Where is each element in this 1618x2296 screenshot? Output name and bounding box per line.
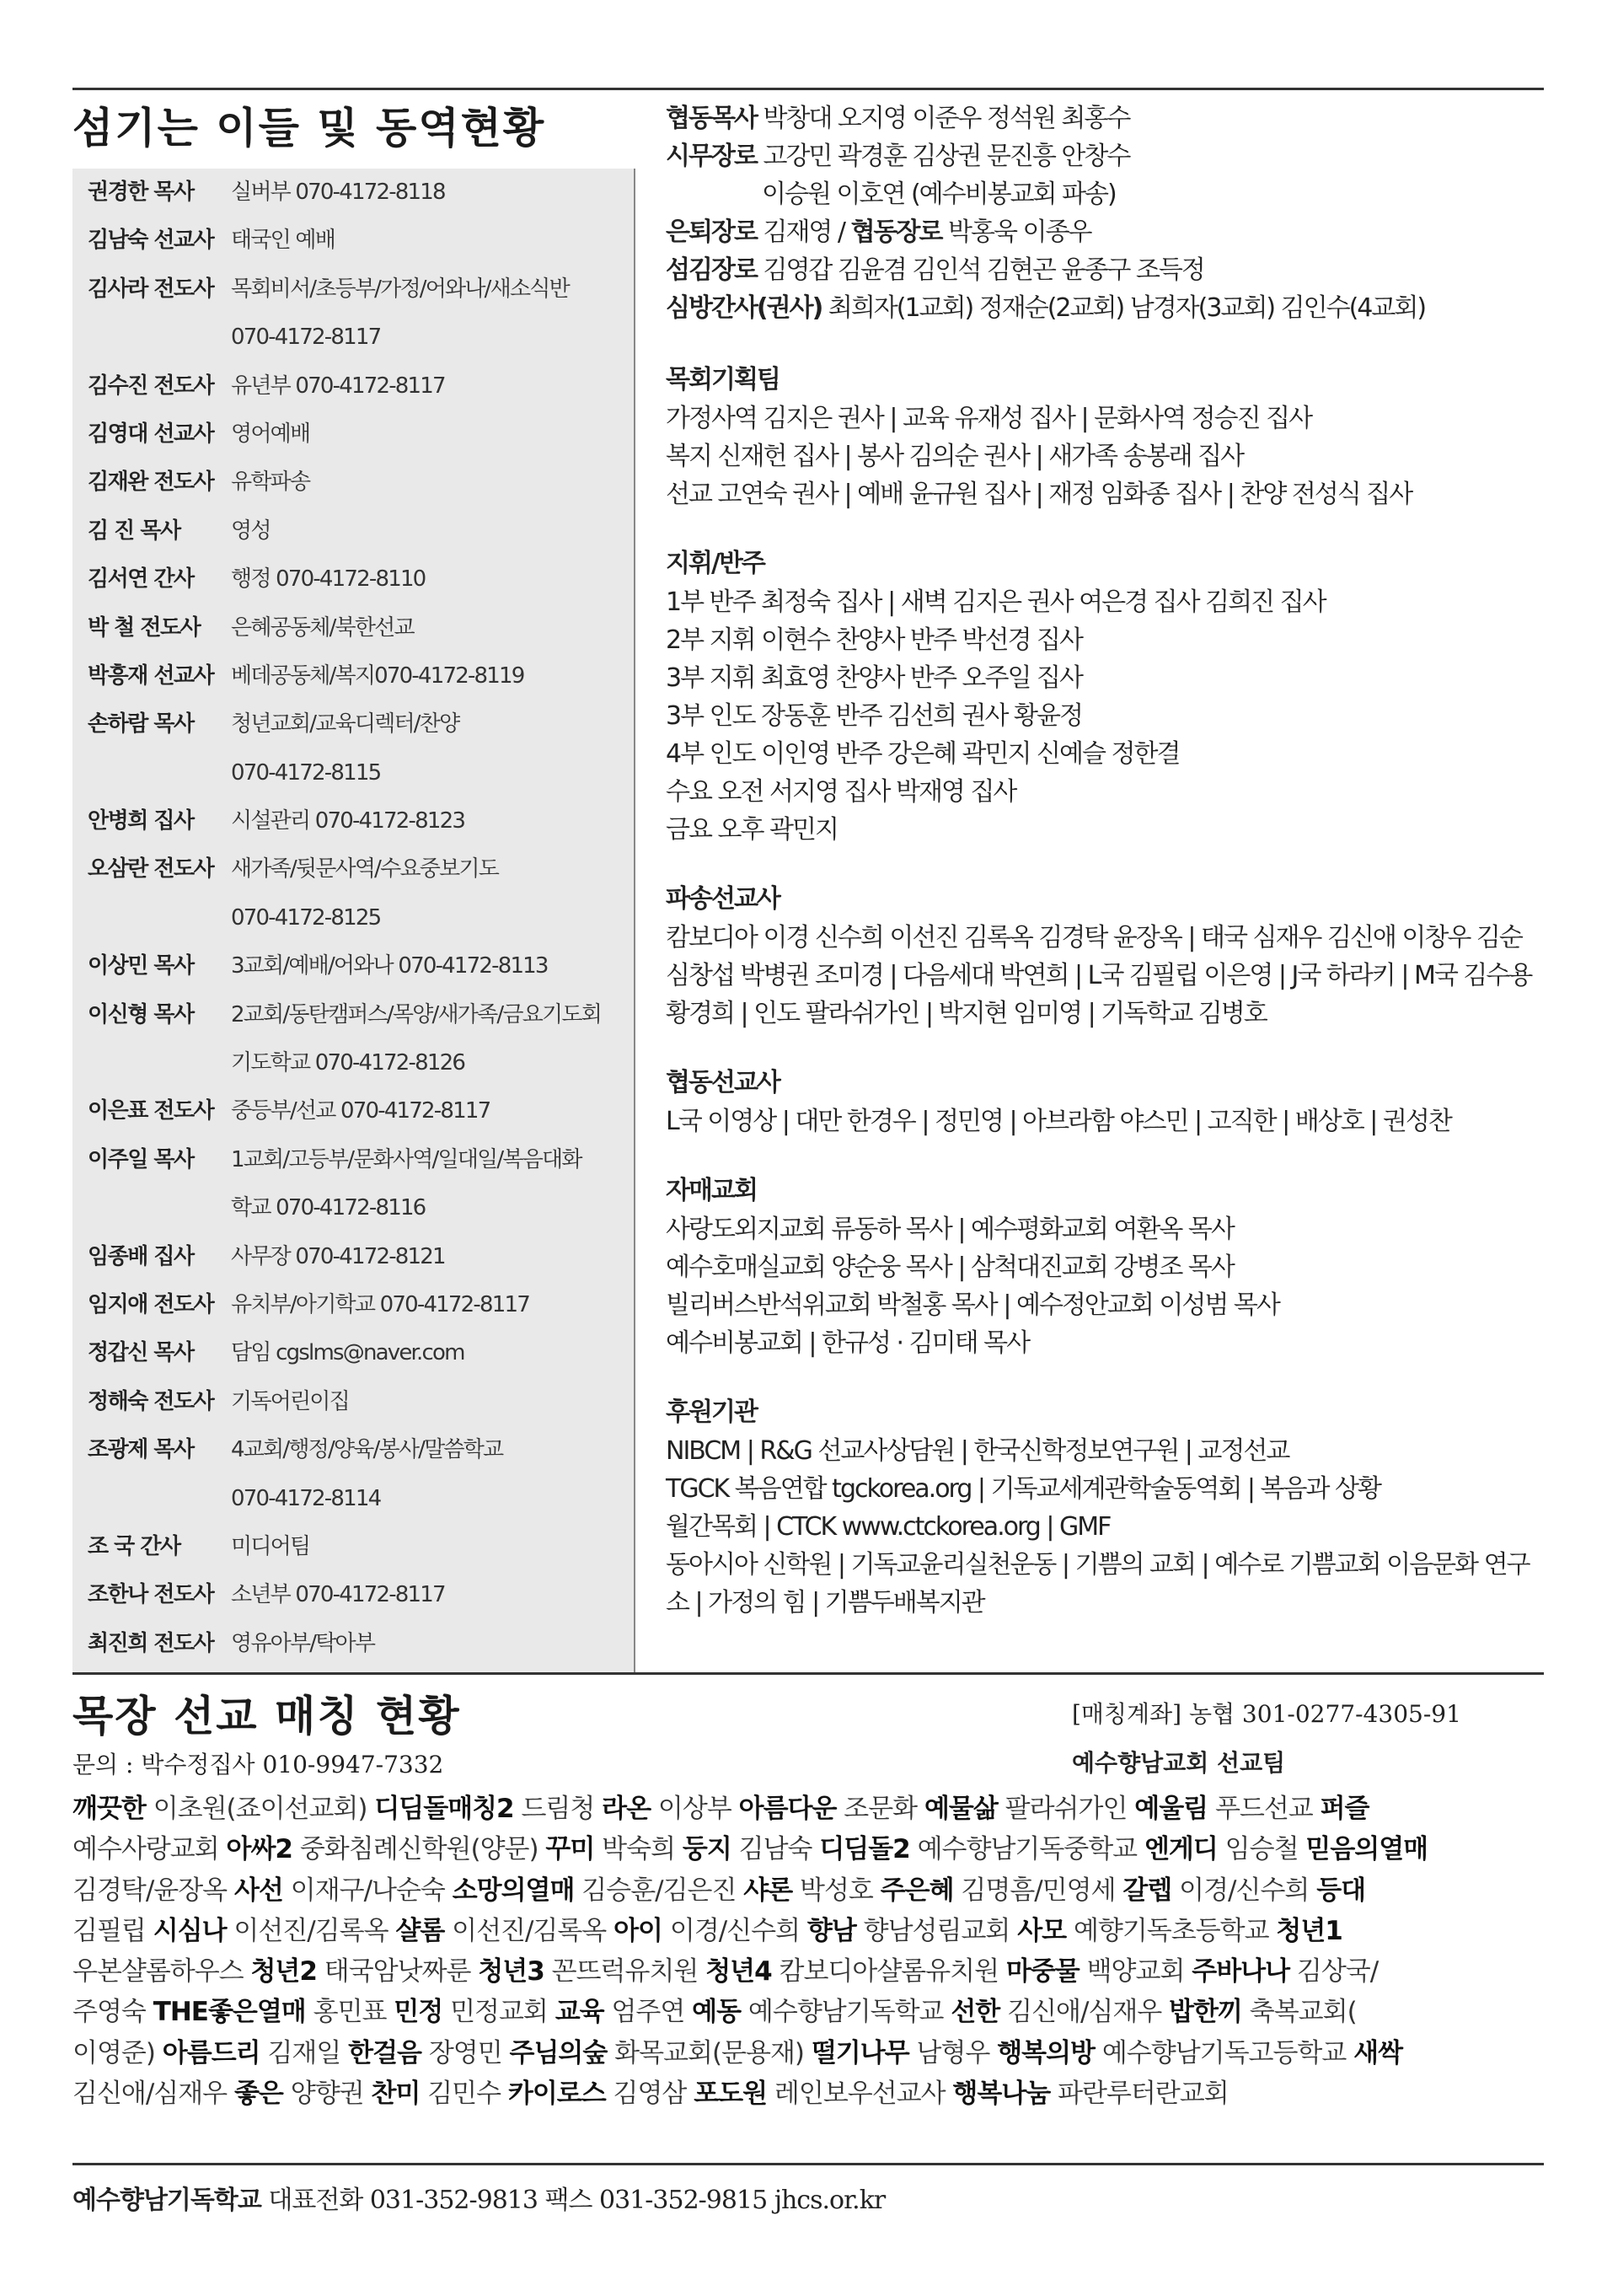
mission-partner: 김신애/심재우: [72, 2079, 234, 2110]
staff-row: [72, 652, 635, 700]
right-column: [666, 99, 1551, 1622]
section-line: 동아시아 신학원 | 기독교윤리실천운동 | 기쁨의 교회 | 예수로 기쁨교회 이음문화 연구: [666, 1550, 1530, 1580]
staff-role: 중등부/선교 070-4172-8117: [231, 1098, 490, 1124]
mission-partner: 향남성림교회: [855, 1915, 1018, 1946]
staff-role: 4교회/행정/양육/봉사/말씀학교: [231, 1437, 503, 1463]
section-heading: 자매교회: [666, 1176, 757, 1205]
staff-name: 김사라 전도사: [88, 276, 214, 302]
section-line: 4부 인도 이인영 반주 강은혜 곽민지 신예슬 정한결: [666, 739, 1180, 769]
staff-role: 청년교회/교육디렉터/찬양: [231, 711, 459, 738]
mission-partner: 홍민표: [305, 1997, 394, 2028]
section-line: 심창섭 박병권 조미경 | 다음세대 박연희 | L국 김필립 이은영 | J국 하라키 | M국 김수용: [666, 961, 1532, 990]
mokjang-name: THE좋은열매: [153, 1997, 306, 2028]
mission-partner: 레인보우선교사: [767, 2079, 953, 2110]
staff-role: 영어예배: [231, 421, 310, 447]
mokjang-name: 둥지: [682, 1834, 731, 1865]
section-line: 월간목회 | CTCK www.ctckorea.org | GMF: [666, 1512, 1111, 1542]
staff-role: 담임 cgslms@naver.com: [231, 1340, 464, 1366]
staff-row: [72, 217, 635, 265]
matching-line: [72, 1829, 1544, 1870]
mission-partner: 김남숙: [731, 1834, 820, 1865]
mokjang-name: 향남: [806, 1915, 856, 1946]
staff-role: 070-4172-8115: [231, 759, 381, 786]
staff-name: 이주일 목사: [88, 1146, 194, 1172]
mokjang-name: 카이로스: [507, 2079, 606, 2110]
staff-row: [72, 1087, 635, 1135]
staff-row: [72, 1281, 635, 1329]
staff-role: 목회비서/초등부/가정/어와나/새소식반: [231, 276, 569, 302]
mission-partner: 김신애/심재우: [999, 1997, 1170, 2028]
mokjang-name: 찬미: [371, 2079, 421, 2110]
staff-row: [72, 942, 635, 990]
mokjang-name: 샬롬: [395, 1915, 445, 1946]
mokjang-name: 민정: [394, 1997, 443, 2028]
mission-partner: 중화침례신학원(양문): [292, 1834, 546, 1865]
section-line: 3부 지휘 최효영 찬양사 반주 오주일 집사: [666, 663, 1082, 693]
mission-partner: 엄주연: [603, 1997, 693, 2028]
mission-partner: 이초원(죠이선교회): [145, 1794, 375, 1824]
section-line: 예수호매실교회 양순웅 목사 | 삼척대진교회 강병조 목사: [666, 1253, 1234, 1282]
section-line: 황경희 | 인도 팔라쉬가인 | 박지현 임미영 | 기독학교 김병호: [666, 999, 1267, 1028]
staff-row: [72, 845, 635, 893]
matching-line: [72, 1992, 1544, 2032]
mokjang-name: 행복의방: [997, 2037, 1095, 2068]
staff-name: 정해숙 전도사: [88, 1388, 214, 1414]
mission-partner: 김필립: [72, 1915, 153, 1946]
staff-role: 1교회/고등부/문화사역/일대일/복음대화: [231, 1146, 581, 1172]
staff-row: [72, 410, 635, 459]
section-line: 가정사역 김지은 권사 | 교육 유재성 집사 | 문화사역 정승진 집사: [666, 404, 1312, 433]
staff-name: 이신형 목사: [88, 1001, 194, 1027]
staff-row: [72, 1571, 635, 1619]
mission-partner: 예수향남기독고등학교: [1095, 2037, 1354, 2068]
footer: [72, 2179, 885, 2216]
mission-partner: 예수향남기독학교: [741, 1997, 951, 2028]
staff-name: 손하람 목사: [88, 711, 194, 738]
staff-name: 김남숙 선교사: [88, 228, 214, 254]
section-heading: 후원기관: [666, 1397, 757, 1427]
staff-role: 070-4172-8117: [231, 325, 381, 351]
mokjang-name: 밥한끼: [1169, 1997, 1242, 2028]
mokjang-name: 라온: [602, 1794, 651, 1824]
elders-line-1: 협동목사 박창대 오지영 이준우 정석원 최홍수: [666, 104, 1130, 133]
staff-name: 조한나 전도사: [88, 1582, 214, 1608]
mokjang-name: 청년1: [1276, 1915, 1342, 1946]
matching-line: [72, 1951, 1544, 1992]
mission-partner: 이재구/나순숙: [282, 1875, 453, 1906]
mission-partner: 우본샬롬하우스: [72, 1956, 251, 1988]
mission-partner: 김승훈/김은진: [574, 1875, 744, 1906]
staff-name: 이상민 목사: [88, 953, 194, 979]
section-line: 사랑도외지교회 류동하 목사 | 예수평화교회 여환옥 목사: [666, 1215, 1234, 1244]
staff-name: 오삼란 전도사: [88, 856, 214, 882]
mokjang-name: 소망의열매: [452, 1875, 575, 1906]
mission-partner: 이상부: [651, 1794, 739, 1824]
staff-panel: [72, 169, 635, 1674]
column-divider: [634, 169, 635, 1674]
mokjang-name: 좋은: [233, 2079, 283, 2110]
staff-row: [72, 555, 635, 604]
mission-partner: 박성호: [792, 1875, 881, 1906]
matching-line: [72, 2073, 1544, 2114]
mission-partner: 주영숙: [72, 1997, 153, 2028]
mokjang-name: 새싹: [1353, 2037, 1403, 2068]
elders-line-3: 이승원 이호연 (예수비봉교회 파송): [762, 180, 1116, 209]
matching-line: [72, 1870, 1544, 1911]
mission-partner: 조문화: [836, 1794, 924, 1824]
staff-name: 최진희 전도사: [88, 1630, 214, 1656]
mission-partner: 푸드선교: [1208, 1794, 1321, 1824]
staff-role: 기도학교 070-4172-8126: [231, 1050, 465, 1076]
staff-role: 베데공동체/복지070-4172-8119: [231, 663, 524, 689]
staff-row: [72, 1233, 635, 1281]
staff-row: [72, 894, 635, 942]
staff-row: [72, 1378, 635, 1426]
mokjang-name: 믿음의열매: [1305, 1834, 1428, 1865]
mokjang-name: 예울림: [1134, 1794, 1208, 1824]
mokjang-name: 등대: [1316, 1875, 1366, 1906]
staff-row: [72, 749, 635, 797]
mokjang-name: 청년4: [705, 1956, 772, 1988]
mokjang-name: 행복나눔: [952, 2079, 1051, 2110]
mokjang-name: 마중물: [1005, 1956, 1080, 1988]
inquiry-line: 문의 : 박수정집사 010-9947-7332: [72, 1751, 444, 1778]
mokjang-name: 깨끗한: [72, 1794, 146, 1824]
staff-role: 행정 070-4172-8110: [231, 566, 426, 593]
mokjang-name: 아싸2: [226, 1834, 292, 1865]
mission-partner: 태국암낫짜룬: [316, 1956, 479, 1988]
staff-row: [72, 1475, 635, 1523]
mission-partner: 장영민: [421, 2037, 510, 2068]
section-line: 소 | 가정의 힘 | 기쁨두배복지관: [666, 1588, 984, 1617]
mokjang-name: 시심나: [153, 1915, 227, 1946]
staff-row: [72, 1620, 635, 1668]
elders-line-6: 심방간사(권사) 최희자(1교회) 정재순(2교회) 남경자(3교회) 김인수(4교회): [666, 293, 1426, 323]
section-heading: 협동선교사: [666, 1068, 780, 1097]
staff-row: [72, 700, 635, 748]
matching-line: [72, 1911, 1544, 1951]
staff-row: [72, 991, 635, 1039]
staff-row: [72, 1039, 635, 1087]
mission-partner: 예향기독초등학교: [1066, 1915, 1277, 1946]
section-line: L국 이영상 | 대만 한경우 | 정민영 | 아브라함 야스민 | 고직한 | 배상호 | 권성찬: [666, 1107, 1451, 1136]
staff-row: [72, 1329, 635, 1377]
mokjang-name: 청년2: [250, 1956, 317, 1988]
staff-role: 실버부 070-4172-8118: [231, 180, 445, 205]
mokjang-name: 갈렙: [1122, 1875, 1172, 1906]
section-heading: 파송선교사: [666, 884, 780, 914]
staff-role: 은혜공동체/북한선교: [231, 614, 414, 641]
staff-row: [72, 1184, 635, 1232]
mission-partner: 박숙희: [594, 1834, 683, 1865]
mokjang-name: 아름드리: [162, 2037, 260, 2068]
staff-name: 안병희 집사: [88, 808, 194, 834]
mokjang-name: 퍼즐: [1320, 1794, 1369, 1824]
staff-role: 시설관리 070-4172-8123: [231, 808, 465, 834]
mokjang-name: 샤론: [743, 1875, 793, 1906]
staff-row: [72, 797, 635, 845]
mission-partner: 예수향남기독중학교: [909, 1834, 1144, 1865]
mokjang-name: 주바나나: [1192, 1956, 1290, 1988]
mission-partner: 민정교회: [442, 1997, 555, 2028]
mokjang-name: 디딤돌매칭2: [374, 1794, 514, 1824]
section-line: 복지 신재헌 집사 | 봉사 김의순 권사 | 새가족 송봉래 집사: [666, 442, 1244, 471]
staff-role: 새가족/뒷문사역/수요중보기도: [231, 856, 499, 882]
mission-partner: 남형우: [908, 2037, 998, 2068]
mission-partner: 김경탁/윤장옥: [72, 1875, 234, 1906]
mokjang-name: 예동: [692, 1997, 742, 2028]
section-line: 선교 고연숙 권사 | 예배 윤규원 집사 | 재정 임화종 집사 | 찬양 전성식 집사: [666, 480, 1412, 509]
mokjang-name: 주은혜: [880, 1875, 954, 1906]
footer-rule: [72, 2163, 1544, 2165]
staff-role: 태국인 예배: [231, 228, 335, 254]
section-line: 예수비봉교회 | 한규성 · 김미태 목사: [666, 1328, 1030, 1358]
section-line: 빌리버스반석위교회 박철홍 목사 | 예수정안교회 이성범 목사: [666, 1290, 1279, 1320]
mission-partner: 백양교회: [1079, 1956, 1192, 1988]
staff-role: 학교 070-4172-8116: [231, 1195, 426, 1221]
mission-partner: 꼰뜨럭유치원: [544, 1956, 706, 1988]
staff-name: [72, 1184, 231, 1232]
staff-role: 미디어팀: [231, 1533, 310, 1559]
staff-row: [72, 314, 635, 362]
account-line: [매칭계좌] 농협 301-0277-4305-91: [1072, 1700, 1461, 1728]
matching-line: [72, 1789, 1544, 1829]
mission-partner: 축복교회(: [1241, 1997, 1357, 2028]
staff-name: 이은표 전도사: [88, 1098, 214, 1124]
section-heading: 목회기획팀: [666, 365, 780, 394]
mission-partner: 캄보디아샬롬유치원: [771, 1956, 1006, 1988]
staff-role: 유년부 070-4172-8117: [231, 373, 445, 399]
staff-name: 김영대 선교사: [88, 421, 214, 447]
mission-partner: 임승철: [1217, 1834, 1306, 1865]
staff-name: [72, 1039, 231, 1087]
section-line: 캄보디아 이경 신수희 이선진 김록옥 김경탁 윤장옥 | 태국 심재우 김신애 이창우 김순: [666, 923, 1522, 952]
section-title-staff: 섬기는 이들 및 동역현황: [72, 103, 546, 153]
elders-line-2: 시무장로 고강민 곽경훈 김상권 문진흥 안창수: [666, 142, 1130, 171]
middle-rule: [72, 1672, 1544, 1675]
mokjang-name: 엔게디: [1144, 1834, 1218, 1865]
mokjang-name: 한걸음: [348, 2037, 421, 2068]
mission-partner: 이경/신수희: [1171, 1875, 1317, 1906]
staff-name: 조광제 목사: [88, 1437, 194, 1463]
mission-partner: 파란루터란교회: [1050, 2079, 1229, 2110]
top-rule: [72, 88, 1544, 90]
staff-row: [72, 507, 635, 555]
staff-name: 김재완 전도사: [88, 469, 214, 496]
mission-partner: 김재일: [260, 2037, 349, 2068]
mokjang-name: 예물삶: [924, 1794, 998, 1824]
staff-role: 소년부 070-4172-8117: [231, 1582, 445, 1608]
mission-partner: 예수사랑교회: [72, 1834, 227, 1865]
mokjang-name: 사모: [1017, 1915, 1067, 1946]
mission-partner: 김명흠/민영세: [953, 1875, 1123, 1906]
section-line: 금요 오후 곽민지: [666, 815, 838, 845]
staff-row: [72, 362, 635, 410]
staff-role: 유치부/아기학교 070-4172-8117: [231, 1291, 529, 1317]
mission-partner: 이선진/김록옥: [444, 1915, 614, 1946]
staff-role: 기독어린이집: [231, 1388, 349, 1414]
section-line: 2부 지휘 이현수 찬양사 반주 박선경 집사: [666, 625, 1082, 655]
staff-row: [72, 169, 635, 217]
mission-partner: 이영준): [72, 2037, 163, 2068]
mission-partner: 화목교회(문용재): [607, 2037, 812, 2068]
staff-list: [72, 169, 635, 1668]
staff-name: 임종배 집사: [88, 1243, 194, 1269]
footer-contact: 대표전화 031-352-9813 팩스 031-352-9815 jhcs.or.kr: [260, 2186, 886, 2215]
mission-partner: 팔라쉬가인: [997, 1794, 1135, 1824]
mokjang-name: 청년3: [478, 1956, 544, 1988]
mission-partner: 김영삼: [605, 2079, 694, 2110]
mission-partner: 드림청: [513, 1794, 603, 1824]
mokjang-name: 선한: [951, 1997, 1000, 2028]
section-line: TGCK 복음연합 tgckorea.org | 기독교세계관학술동역회 | 복음과 상황: [666, 1474, 1380, 1504]
mission-partner: 이경/신수희: [662, 1915, 807, 1946]
section-line: 3부 인도 장동훈 반주 김선희 권사 황윤정: [666, 701, 1082, 731]
staff-role: 영성: [231, 518, 271, 544]
mokjang-name: 주님의숲: [509, 2037, 608, 2068]
mokjang-name: 사선: [233, 1875, 283, 1906]
staff-role: 070-4172-8114: [231, 1485, 381, 1511]
staff-name: 조 국 간사: [88, 1533, 180, 1559]
mission-partner: 김상국/: [1289, 1956, 1379, 1988]
staff-name: 정갑신 목사: [88, 1340, 194, 1366]
staff-role: 유학파송: [231, 469, 310, 496]
mission-partner: 김민수: [420, 2079, 508, 2110]
staff-name: 김 진 목사: [88, 518, 180, 544]
mokjang-name: 포도원: [694, 2079, 768, 2110]
staff-name: [72, 1475, 231, 1523]
staff-row: [72, 1523, 635, 1571]
staff-name: 임지애 전도사: [88, 1291, 214, 1317]
staff-name: 박흥재 선교사: [88, 663, 214, 689]
staff-name: 권경한 목사: [88, 180, 194, 205]
staff-role: 3교회/예배/어와나 070-4172-8113: [231, 953, 548, 979]
section-line: 1부 반주 최정숙 집사 | 새벽 김지은 권사 여은경 집사 김희진 집사: [666, 587, 1326, 617]
footer-school: 예수향남기독학교: [72, 2186, 261, 2215]
mokjang-name: 디딤돌2: [819, 1834, 910, 1865]
staff-role: 070-4172-8125: [231, 904, 381, 931]
staff-name: [72, 314, 231, 362]
section-heading: 지휘/반주: [666, 549, 764, 578]
staff-row: [72, 1426, 635, 1474]
staff-row: [72, 1136, 635, 1184]
staff-name: [72, 894, 231, 942]
mission-partner: 양향권: [282, 2079, 372, 2110]
section-line: NIBCM | R&G 선교사상담원 | 한국신학정보연구원 | 교정선교: [666, 1436, 1289, 1466]
mokjang-name: 떨기나무: [811, 2037, 909, 2068]
mokjang-name: 교육: [555, 1997, 604, 2028]
mokjang-name: 아이: [613, 1915, 663, 1946]
staff-name: [72, 749, 231, 797]
staff-role: 2교회/동탄캠퍼스/목양/새가족/금요기도회: [231, 1001, 601, 1027]
staff-row: [72, 604, 635, 652]
elders-line-4: 은퇴장로 김재영 / 협동장로 박홍욱 이종우: [666, 217, 1091, 247]
staff-role: 사무장 070-4172-8121: [231, 1243, 445, 1269]
staff-row: [72, 266, 635, 314]
staff-row: [72, 459, 635, 507]
staff-name: 김서연 간사: [88, 566, 194, 593]
section-title-matching: 목장 선교 매칭 현황: [72, 1691, 461, 1741]
sections: [666, 361, 1551, 1622]
staff-name: 김수진 전도사: [88, 373, 214, 399]
matching-line: [72, 2033, 1544, 2073]
matching-list: [72, 1789, 1544, 2114]
staff-name: 박 철 전도사: [88, 614, 201, 641]
elders-line-5: 섬김장로 김영갑 김윤겸 김인석 김현곤 윤종구 조득정: [666, 255, 1204, 285]
staff-role: 영유아부/탁아부: [231, 1630, 375, 1656]
section-line: 수요 오전 서지영 집사 박재영 집사: [666, 777, 1016, 807]
account-owner: 예수향남교회 선교팀: [1072, 1749, 1286, 1777]
mokjang-name: 아름다운: [738, 1794, 837, 1824]
mokjang-name: 꾸미: [545, 1834, 595, 1865]
mission-partner: 이선진/김록옥: [226, 1915, 396, 1946]
